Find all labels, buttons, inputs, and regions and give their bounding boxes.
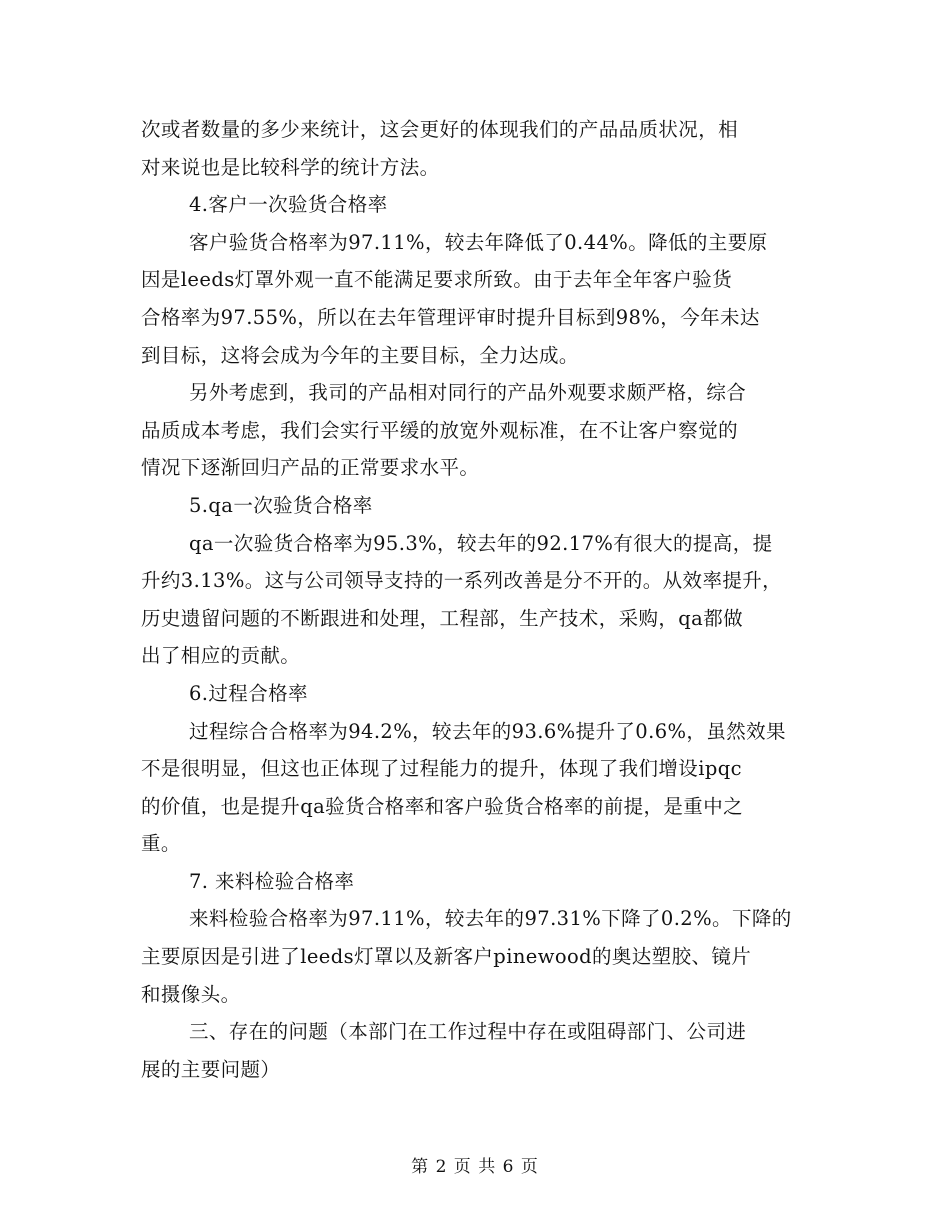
document-line: 展的主要问题） bbox=[141, 1057, 281, 1081]
document-line: 合格率为97.55%，所以在去年管理评审时提升目标到98%，今年未达 bbox=[141, 305, 760, 329]
page-number-footer: 第 2 页 共 6 页 bbox=[411, 1157, 539, 1177]
document-line: 到目标，这将会成为今年的主要目标，全力达成。 bbox=[141, 343, 579, 367]
document-line: 主要原因是引进了leeds灯罩以及新客户pinewood的奥达塑胶、镜片 bbox=[141, 945, 752, 969]
document-line: 来料检验合格率为97.11%，较去年的97.31%下降了0.2%。下降的 bbox=[189, 907, 792, 931]
document-line: 次或者数量的多少来统计，这会更好的体现我们的产品品质状况，相 bbox=[141, 118, 739, 141]
document-line: 4.客户一次验货合格率 bbox=[189, 193, 388, 217]
document-line: 5.qa一次验货合格率 bbox=[189, 493, 373, 517]
document-line: qa一次验货合格率为95.3%，较去年的92.17%有很大的提高，提 bbox=[189, 531, 773, 555]
document-line: 情况下逐渐回归产品的正常要求水平。 bbox=[141, 456, 480, 480]
document-line: 7. 来料检验合格率 bbox=[189, 869, 355, 893]
document-line: 品质成本考虑，我们会实行平缓的放宽外观标准，在不让客户察觉的 bbox=[141, 418, 739, 442]
document-line: 另外考虑到，我司的产品相对同行的产品外观要求颇严格，综合 bbox=[189, 381, 747, 405]
document-line: 过程综合合格率为94.2%，较去年的93.6%提升了0.6%，虽然效果 bbox=[189, 719, 786, 743]
document-line: 对来说也是比较科学的统计方法。 bbox=[141, 155, 440, 179]
document-line: 出了相应的贡献。 bbox=[141, 644, 301, 668]
document-line: 不是很明显，但这也正体现了过程能力的提升，体现了我们增设ipqc bbox=[141, 757, 742, 781]
document-line: 客户验货合格率为97.11%，较去年降低了0.44%。降低的主要原 bbox=[189, 230, 768, 254]
document-line: 升约3.13%。这与公司领导支持的一系列改善是分不开的。从效率提升， bbox=[141, 569, 783, 593]
document-body bbox=[141, 111, 801, 1088]
document-line: 和摄像头。 bbox=[141, 982, 241, 1006]
document-line: 重。 bbox=[141, 832, 181, 856]
document-line: 6.过程合格率 bbox=[189, 681, 308, 705]
document-line: 三、存在的问题（本部门在工作过程中存在或阻碍部门、公司进 bbox=[189, 1020, 747, 1044]
document-line: 因是leeds灯罩外观一直不能满足要求所致。由于去年全年客户验货 bbox=[141, 268, 733, 292]
document-line: 的价值，也是提升qa验货合格率和客户验货合格率的前提，是重中之 bbox=[141, 794, 744, 818]
document-line: 历史遗留问题的不断跟进和处理，工程部，生产技术，采购，qa都做 bbox=[141, 606, 744, 630]
